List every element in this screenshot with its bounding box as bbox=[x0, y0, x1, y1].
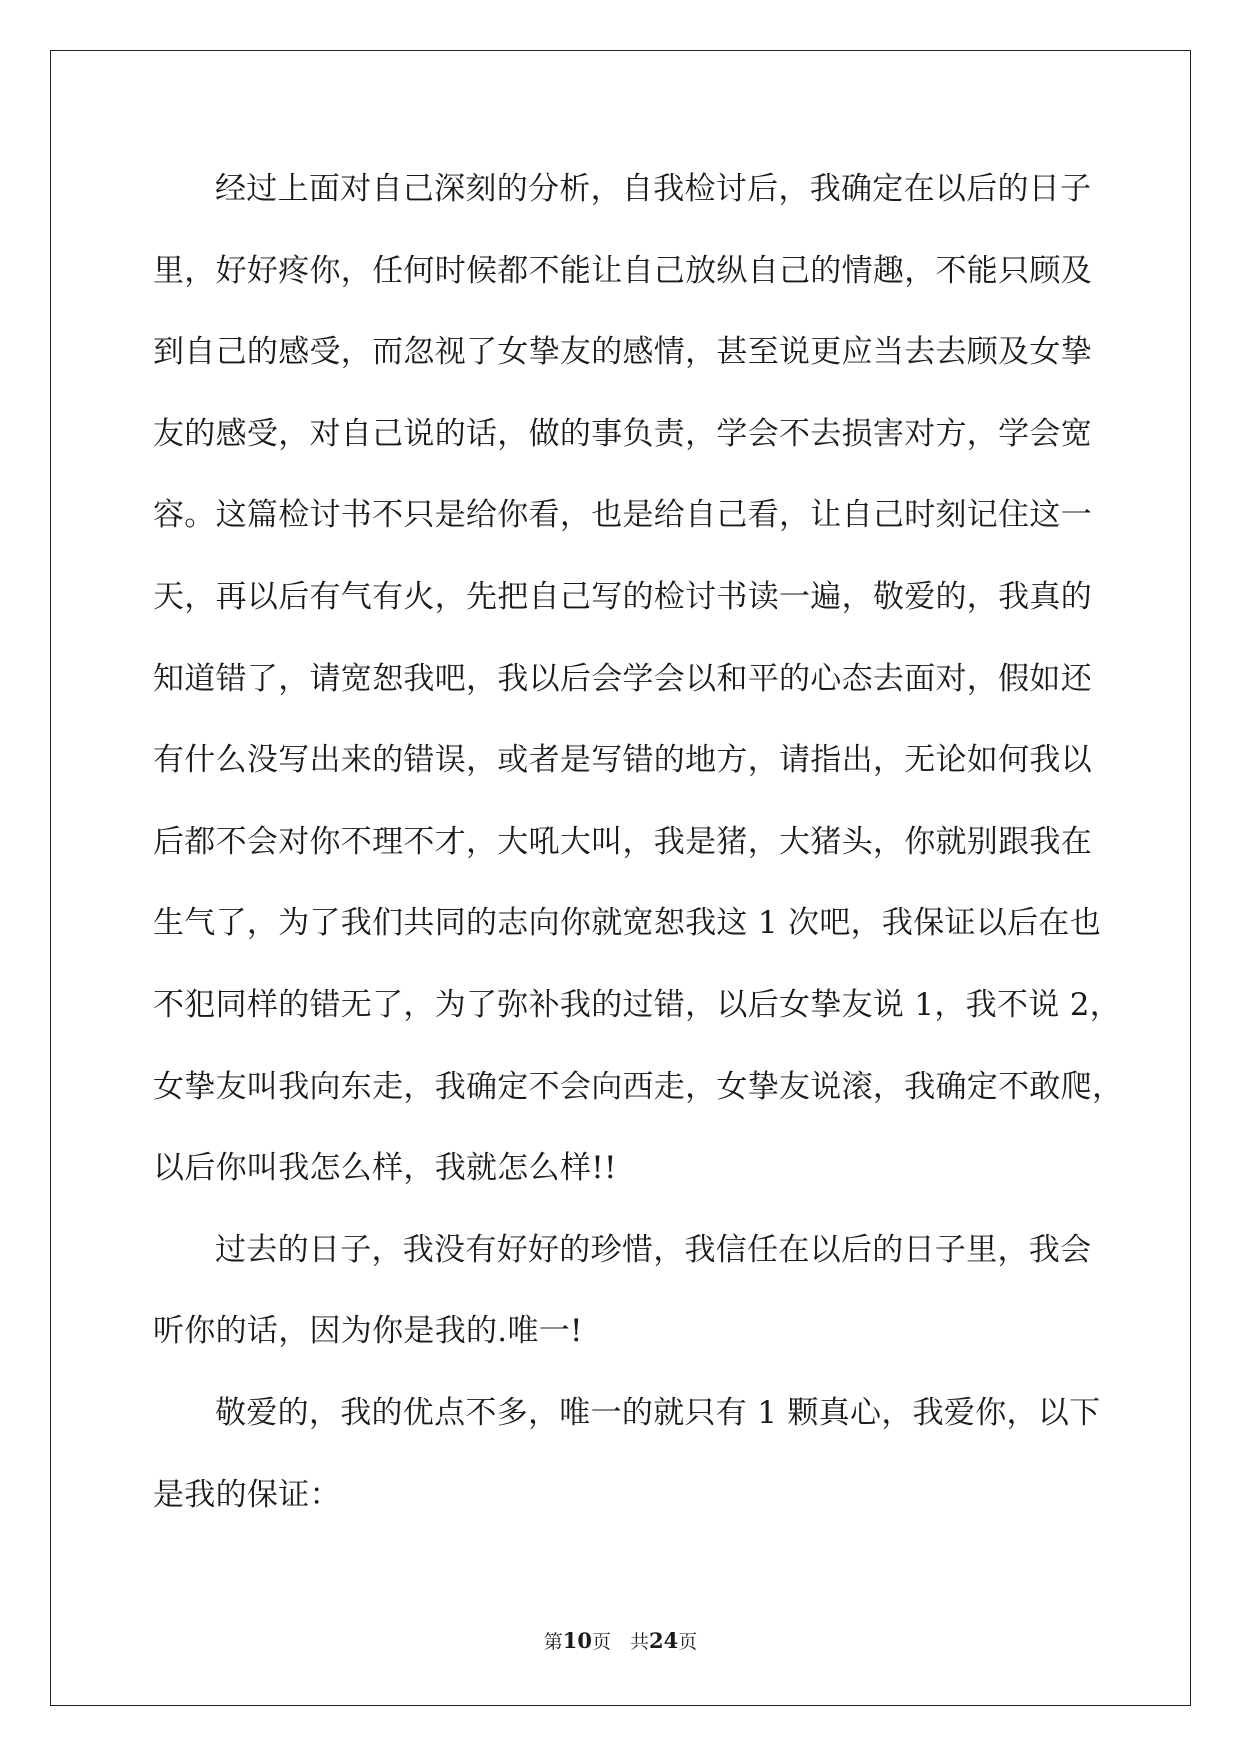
text-line: 里，好好疼你，任何时候都不能让自己放纵自己的情趣，不能只顾及 bbox=[153, 252, 1092, 289]
text-line: 以后你叫我怎么样，我就怎么样!! bbox=[153, 1150, 617, 1187]
text-line: 知道错了，请宽恕我吧，我以后会学会以和平的心态去面对，假如还 bbox=[153, 660, 1092, 697]
text-line: 后都不会对你不理不才，大吼大叫，我是猪，大猪头，你就别跟我在 bbox=[153, 823, 1092, 860]
text-line: 敬爱的，我的优点不多，唯一的就只有 1 颗真心，我爱你，以下 bbox=[215, 1394, 1101, 1431]
footer-prefix: 第 bbox=[543, 1631, 563, 1653]
text-line: 友的感受，对自己说的话，做的事负责，学会不去损害对方，学会宽 bbox=[153, 415, 1092, 452]
text-line: 听你的话，因为你是我的.唯一! bbox=[153, 1313, 583, 1350]
total-pages-number: 24 bbox=[649, 1628, 679, 1653]
text-line: 到自己的感受，而忽视了女挚友的感情，甚至说更应当去去顾及女挚 bbox=[153, 334, 1092, 371]
text-line: 女挚友叫我向东走，我确定不会向西走，女挚友说滚，我确定不敢爬， bbox=[153, 1068, 1124, 1105]
text-line: 不犯同样的错无了，为了弥补我的过错，以后女挚友说 1，我不说 2， bbox=[153, 986, 1122, 1023]
document-body bbox=[153, 149, 1153, 1536]
text-line: 容。这篇检讨书不只是给你看，也是给自己看，让自己时刻记住这一 bbox=[153, 497, 1092, 534]
text-line: 有什么没写出来的错误，或者是写错的地方，请指出，无论如何我以 bbox=[153, 742, 1092, 779]
text-line: 经过上面对自己深刻的分析，自我检讨后，我确定在以后的日子 bbox=[215, 171, 1092, 207]
footer-middle: 页 共 bbox=[591, 1631, 649, 1653]
page-footer bbox=[0, 1627, 1241, 1656]
footer-suffix: 页 bbox=[678, 1631, 698, 1653]
text-line: 天，再以后有气有火，先把自己写的检讨书读一遍，敬爱的，我真的 bbox=[153, 578, 1092, 615]
current-page-number: 10 bbox=[562, 1628, 592, 1653]
text-line: 是我的保证： bbox=[153, 1476, 341, 1513]
text-line: 生气了，为了我们共同的志向你就宽恕我这 1 次吧，我保证以后在也 bbox=[153, 905, 1102, 942]
text-line: 过去的日子，我没有好好的珍惜，我信任在以后的日子里，我会 bbox=[215, 1231, 1092, 1268]
